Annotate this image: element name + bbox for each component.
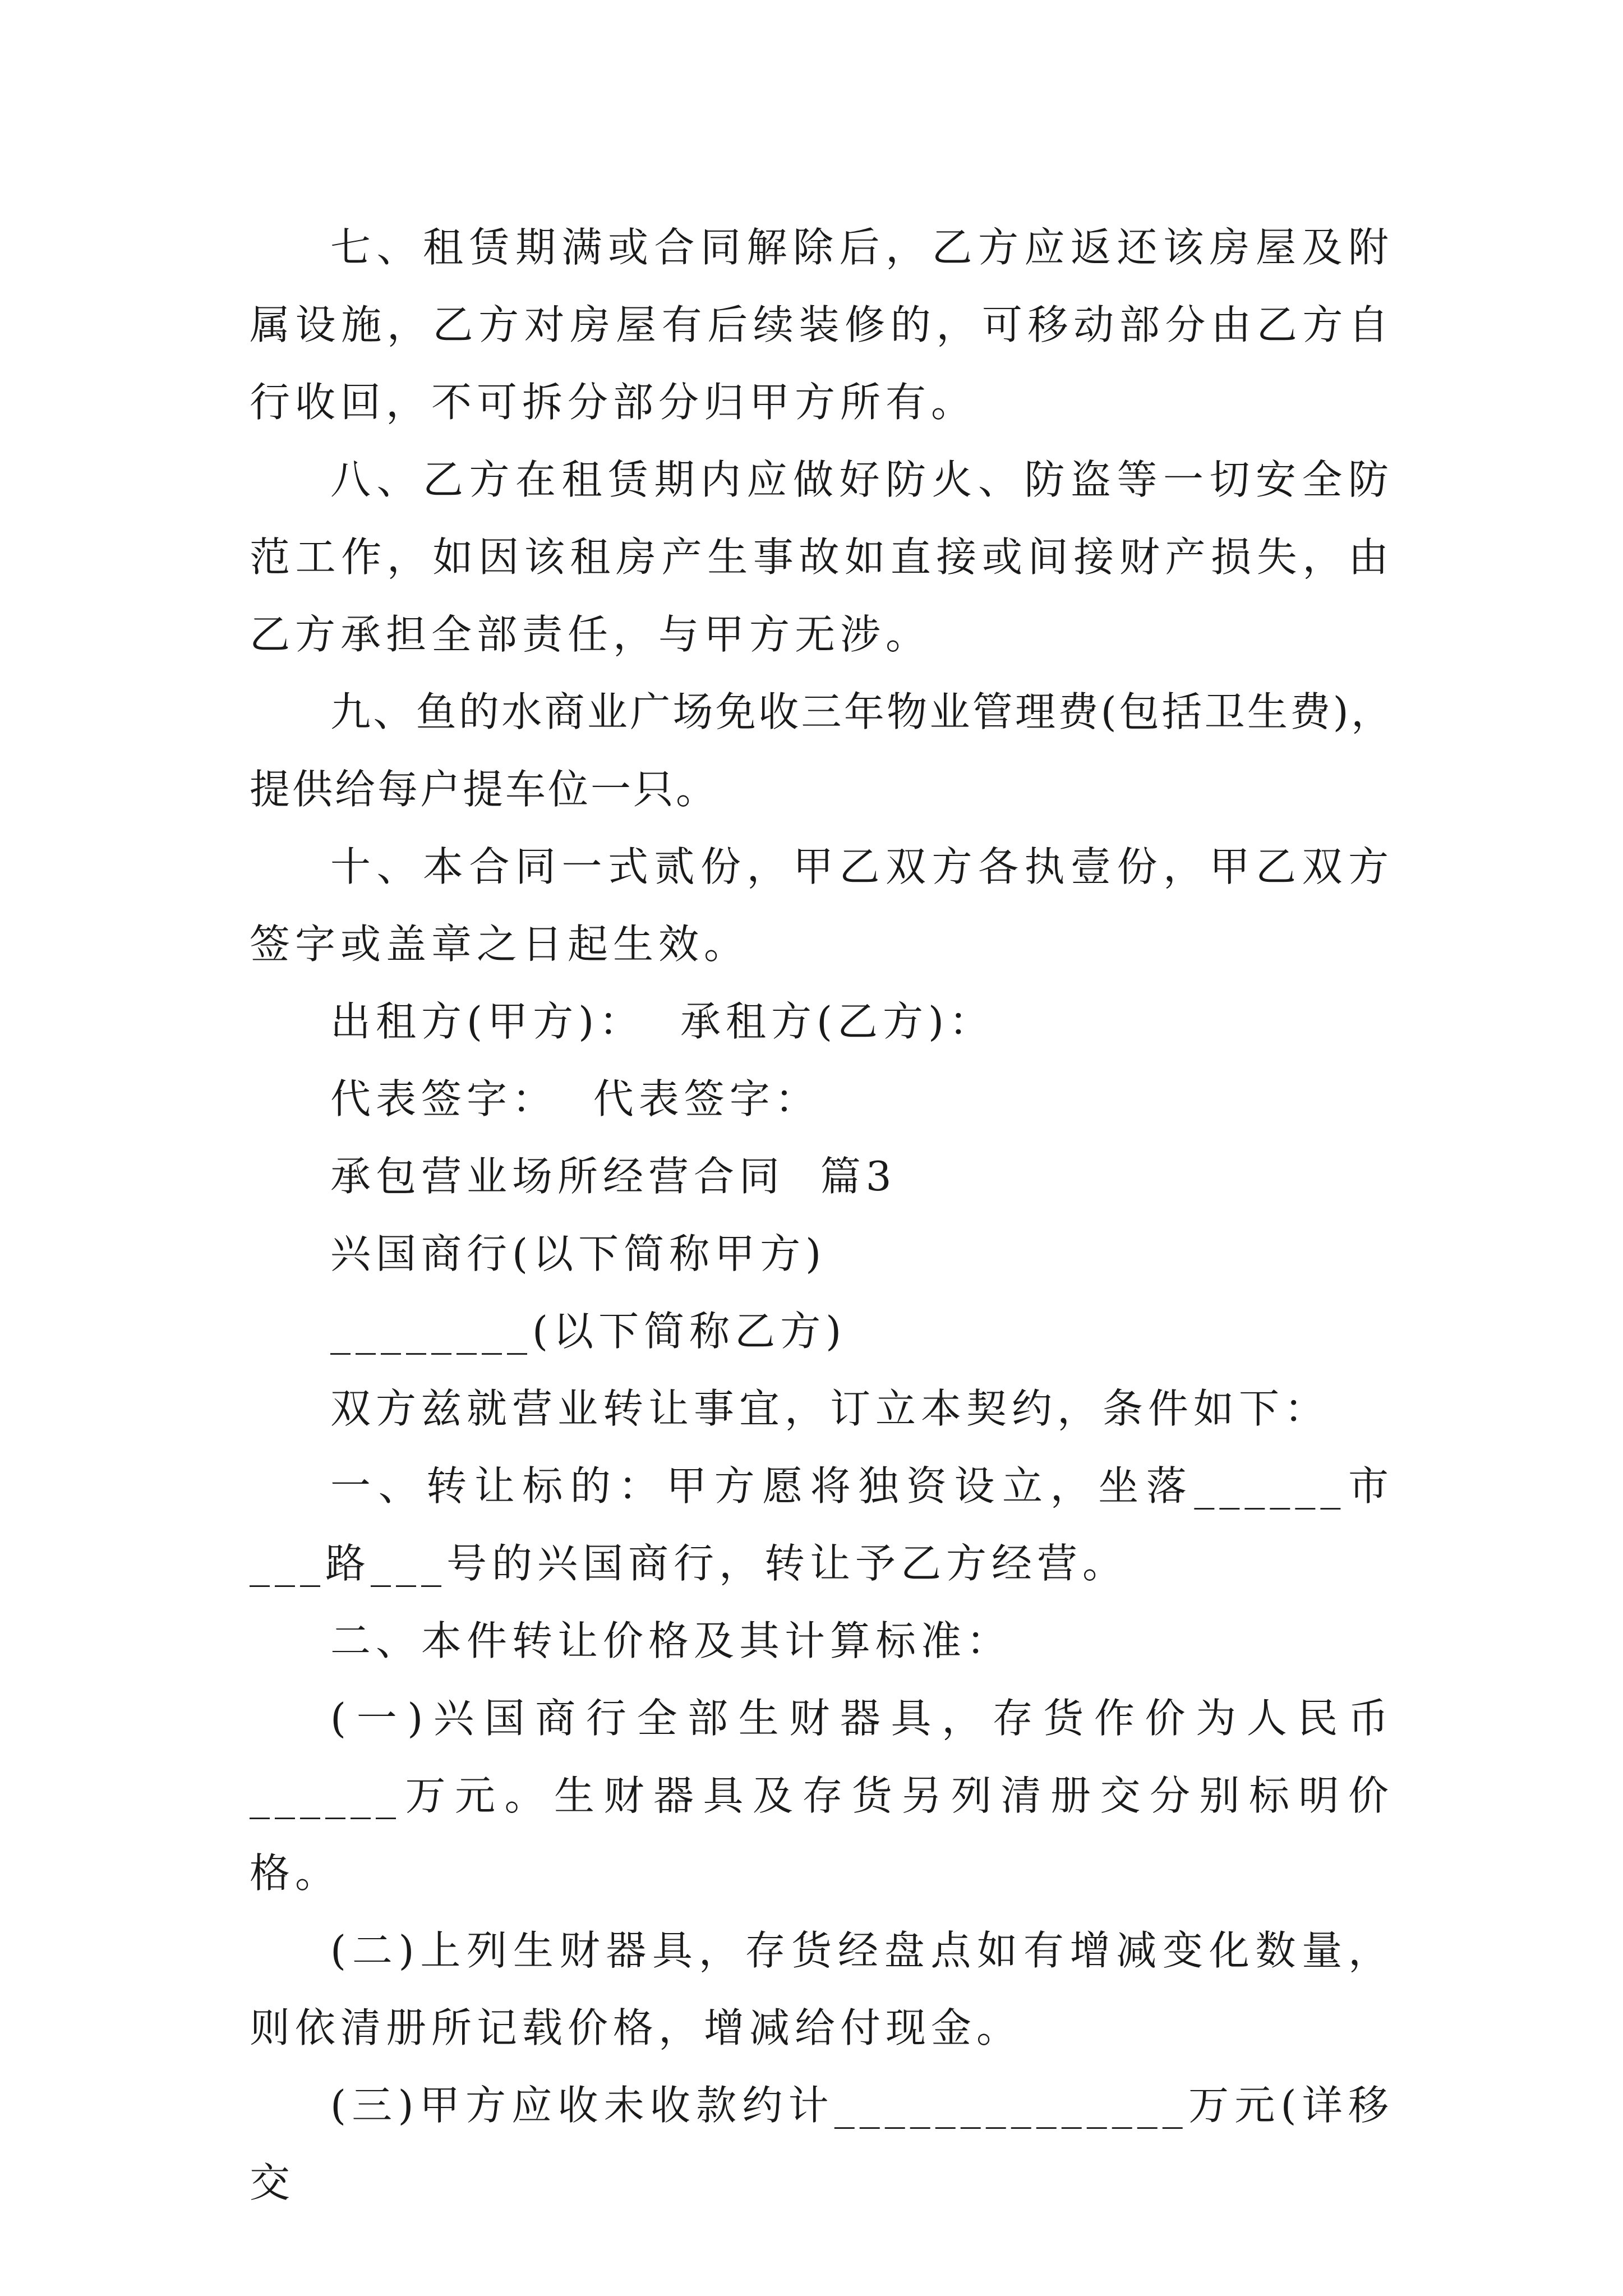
article-2-item-2-paragraph: (二)上列生财器具，存货经盘点如有增减变化数量，则依清册所记载价格，增减给付现金。	[250, 1927, 1394, 2051]
clause-10-paragraph: 十、本合同一式贰份，甲乙双方各执壹份，甲乙双方签字或盖章之日起生效。	[250, 843, 1394, 968]
clause-8-paragraph: 八、乙方在租赁期内应做好防火、防盗等一切安全防范工作，如因该租房产生事故如直接或间接财产损失，由乙方承担全部责任，与甲方无涉。	[250, 456, 1394, 658]
lessor-lessee-line: 出租方(甲方)： 承租方(乙方)：	[330, 998, 995, 1045]
article-1-paragraph: 一、转让标的：甲方愿将独资设立，坐落______市___路___号的兴国商行，转让予乙方经营。	[250, 1462, 1394, 1587]
clause-9-paragraph: 九、鱼的水商业广场免收三年物业管理费(包括卫生费)，提供给每户提车位一只。	[250, 688, 1394, 813]
section-heading: 承包营业场所经营合同 篇3	[330, 1153, 897, 1200]
agreement-intro-paragraph: 双方兹就营业转让事宜，订立本契约，条件如下：	[330, 1385, 1330, 1432]
article-2-paragraph: 二、本件转让价格及其计算标准：	[330, 1617, 1012, 1664]
party-b-line: ________(以下简称乙方)	[330, 1308, 847, 1355]
clause-7-paragraph: 七、租赁期满或合同解除后，乙方应返还该房屋及附属设施，乙方对房屋有后续装修的，可移动部分由乙方自行收回，不可拆分部分归甲方所有。	[250, 224, 1394, 426]
party-a-line: 兴国商行(以下简称甲方)	[330, 1230, 827, 1277]
representative-signature-line: 代表签字： 代表签字：	[330, 1075, 820, 1122]
article-2-item-3-paragraph: (三)甲方应收未收款约计______________万元(详移交	[250, 2082, 1394, 2206]
article-2-item-1-paragraph: (一)兴国商行全部生财器具，存货作价为人民币______万元。生财器具及存货另列清册交分别标明价格。	[250, 1695, 1394, 1897]
document-body	[250, 209, 1394, 2221]
